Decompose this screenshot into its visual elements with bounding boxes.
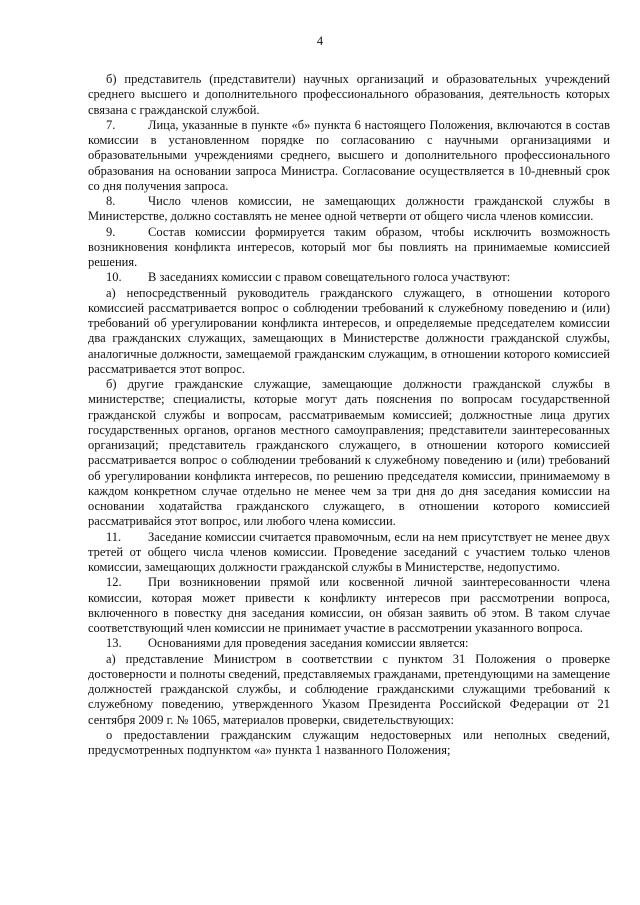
paragraph-text: а) представление Министром в соответствии с пунктом 31 Положения о проверке достоверности и полноты сведений, представляемых гражданами, претендующими на замещение должностей гражданской службы, и соблюдение гражданскими служащими требований к служебному поведению, утвержденного Указом Президента Российской Федерации от 21 сентября 2009 г. № 1065, материалов проверки, свидетельствующих:: [88, 651, 610, 727]
paragraph-7: [88, 118, 610, 194]
paragraph-text: б) другие гражданские служащие, замещающие должности гражданской службы в министерстве; специалисты, которые могут дать пояснения по вопросам государственной гражданской службы и вопросам, рассматриваемым комиссией; должностные лица других государственных органов, органов местного самоуправления; представители заинтересованных организаций; представитель гражданского служащего, в отношении которого комиссией рассматривается вопрос о соблюдении требований к служебному поведению и (или) требований об урегулировании конфликта интересов, по решению председателя комиссии, принимаемому в каждом конкретном случае отдельно не менее чем за три дня до дня заседания комиссии на основании ходатайства гражданского служащего, в отношении которого комиссией рассматривайся этот вопрос, или любого члена комиссии.: [88, 377, 610, 529]
paragraph-11: [88, 530, 610, 576]
paragraph-text: а) непосредственный руководитель гражданского служащего, в отношении которого комиссией рассматривается вопрос о соблюдении требований к служебному поведению и (или) требований об урегулировании конфликта интересов, и определяемые председателем комиссии два гражданских служащих, замещающих в Министерстве должности гражданской службы, аналогичные должности, замещаемой гражданским служащим, в отношении которого комиссией рассматривается этот вопрос.: [88, 285, 610, 376]
paragraph-13a: [88, 652, 610, 728]
paragraph-13: [88, 636, 610, 651]
paragraph-number: 10.: [106, 270, 122, 285]
paragraph-number: 11.: [106, 529, 122, 544]
paragraph-text: Заседание комиссии считается правомочным, если на нем присутствует не менее двух третей от общего числа членов комиссии. Проведение заседаний с участием только членов комиссии, замещающих должности гражданской службы в Министерстве, недопустимо.: [88, 529, 610, 574]
paragraph-text: Основаниями для проведения заседания комиссии является:: [148, 636, 469, 651]
document-body: [88, 72, 610, 758]
paragraph-10a: [88, 286, 610, 378]
paragraph-9: [88, 225, 610, 271]
paragraph-8: [88, 194, 610, 225]
paragraph-text: б) представитель (представители) научных организаций и образовательных учреждений среднего высшего и дополнительного профессионального образования, деятельность которых связана с гражданской службой.: [88, 72, 610, 117]
page-number: 4: [316, 34, 324, 48]
paragraph-10: [88, 270, 610, 285]
paragraph-number: 13.: [106, 636, 122, 651]
paragraph-text: о предоставлении гражданским служащим недостоверных или неполных сведений, предусмотренных подпунктом «а» пункта 1 названного Положения;: [88, 727, 610, 757]
paragraph-text: Лица, указанные в пункте «б» пункта 6 настоящего Положения, включаются в состав комиссии в установленном порядке по согласованию с научными организациями и образовательными учреждениями среднего, высшего и дополнительного профессионального образования на основании запроса Министра. Согласование осуществляется в 10-дневный срок со дня получения запроса.: [88, 117, 610, 193]
paragraph-13a-item: [88, 728, 610, 759]
paragraph-number: 12.: [106, 575, 122, 590]
paragraph-text: Число членов комиссии, не замещающих должности гражданской службы в Министерстве, должно составлять не менее одной четверти от общего числа членов комиссии.: [88, 194, 610, 224]
paragraph-12: [88, 575, 610, 636]
paragraph-number: 7.: [106, 117, 116, 132]
paragraph-10b: [88, 377, 610, 530]
paragraph-text: Состав комиссии формируется таким образом, чтобы исключить возможность возникновения конфликта интересов, который мог бы повлиять на принимаемые комиссией решения.: [88, 224, 610, 269]
paragraph-text: При возникновении прямой или косвенной личной заинтересованности члена комиссии, которая может привести к конфликту интересов при рассмотрении вопроса, включенного в повестку дня заседания комиссии, он обязан заявить об этом. В таком случае соответствующий член комиссии не принимает участие в рассмотрении указанного вопроса.: [88, 575, 610, 635]
paragraph-text: В заседаниях комиссии с правом совещательного голоса участвуют:: [148, 270, 511, 285]
paragraph-number: 9.: [106, 224, 116, 239]
paragraph-number: 8.: [106, 194, 116, 208]
paragraph-6b: [88, 72, 610, 118]
